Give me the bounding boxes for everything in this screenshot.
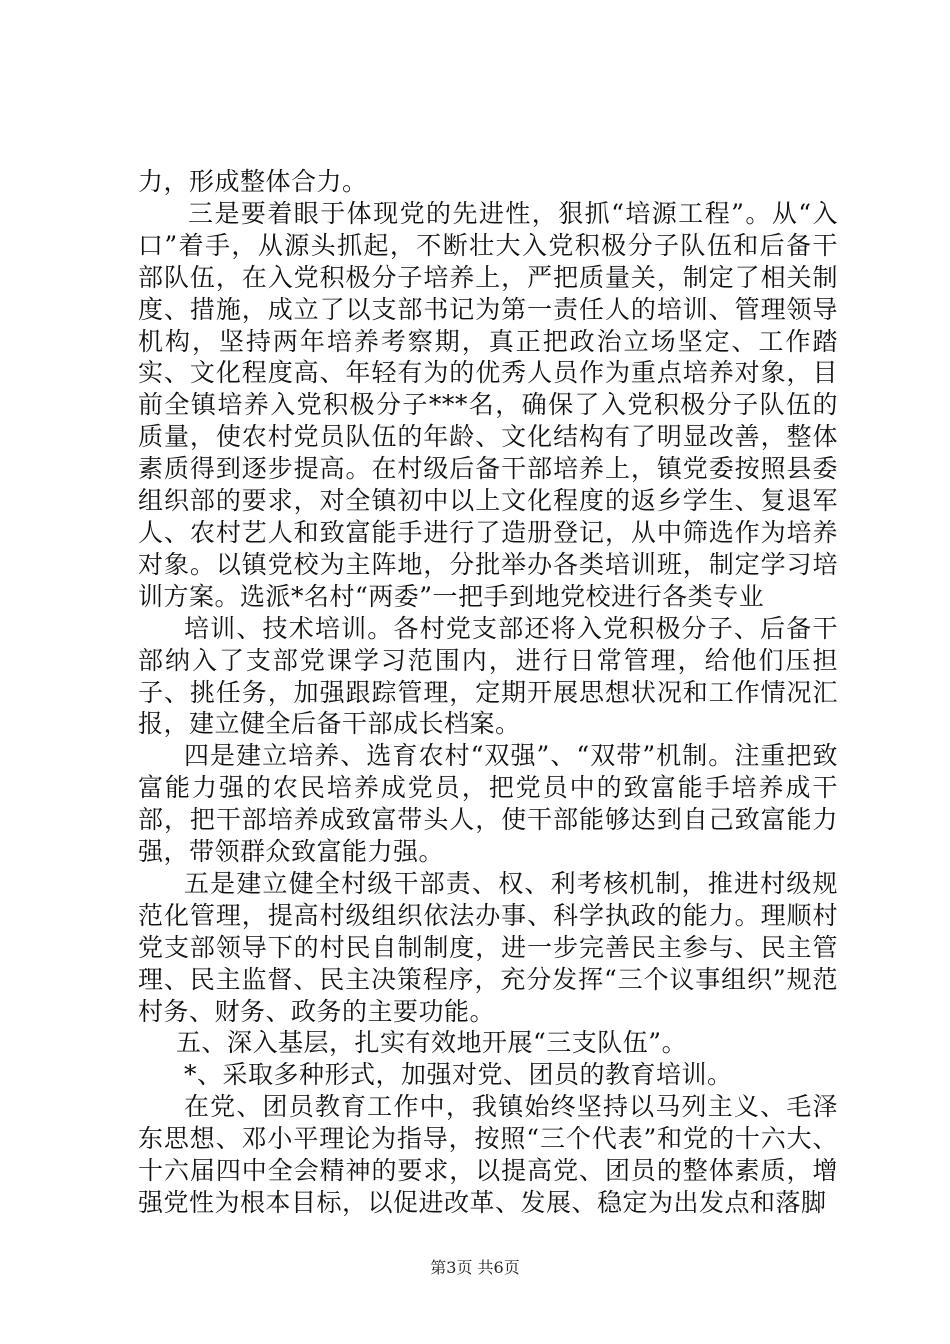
document-body	[138, 166, 838, 1219]
paragraph-training-continuation: 培训、技术培训。各村党支部还将入党积极分子、后备干部纳入了支部党课学习范围内，进行日常管理，给他们压担子、挑任务，加强跟踪管理，定期开展思想状况和工作情况汇报，建立健全后备干部成长档案。	[138, 613, 838, 739]
subsection-heading-training: *、采取多种形式，加强对党、团员的教育培训。	[184, 1060, 733, 1090]
section-heading-five: 五、深入基层，扎实有效地开展“三支队伍”。	[176, 1028, 688, 1058]
paragraph-double-strong-mechanism: 四是建立培养、选育农村“双强”、“双带”机制。注重把致富能力强的农民培养成党员，把党员中的致富能手培养成干部，把干部培养成致富带头人，使干部能够达到自己致富能力强，带领群众致富能力强。	[138, 741, 838, 867]
page-number-footer: 第3页 共6页	[430, 1258, 520, 1277]
paragraph-assessment-mechanism: 五是建立健全村级干部责、权、利考核机制，推进村级规范化管理，提高村级组织依法办事、科学执政的能力。理顺村党支部领导下的村民自制制度，进一步完善民主参与、民主管理、民主监督、民主决策程序，充分发挥“三个议事组织”规范村务、财务、政务的主要功能。	[138, 868, 838, 1026]
paragraph-cultivation-project: 三是要着眼于体现党的先进性，狠抓“培源工程”。从“入口”着手，从源头抓起，不断壮大入党积极分子队伍和后备干部队伍，在入党积极分子培养上，严把质量关，制定了相关制度、措施，成立了以支部书记为第一责任人的培训、管理领导机构，坚持两年培养考察期，真正把政治立场坚定、工作踏实、文化程度高、年轻有为的优秀人员作为重点培养对象，目前全镇培养入党积极分子***名，确保了入党积极分子队伍的质量，使农村党员队伍的年龄、文化结构有了明显改善，整体素质得到逐步提高。在村级后备干部培养上，镇党委按照县委组织部的要求，对全镇初中以上文化程度的返乡学生、复退军人、农村艺人和致富能手进行了造册登记，从中筛选作为培养对象。以镇党校为主阵地，分批举办各类培训班，制定学习培训方案。选派*名村“两委”一把手到地党校进行各类专业	[138, 198, 838, 611]
paragraph-member-education: 在党、团员教育工作中，我镇始终坚持以马列主义、毛泽东思想、邓小平理论为指导，按照“三个代表”和党的十六大、十六届四中全会精神的要求，以提高党、团员的整体素质，增强党性为根本目标，以促进改革、发展、稳定为出发点和落脚	[138, 1092, 838, 1217]
paragraph-continuation: 力，形成整体合力。	[138, 167, 368, 196]
